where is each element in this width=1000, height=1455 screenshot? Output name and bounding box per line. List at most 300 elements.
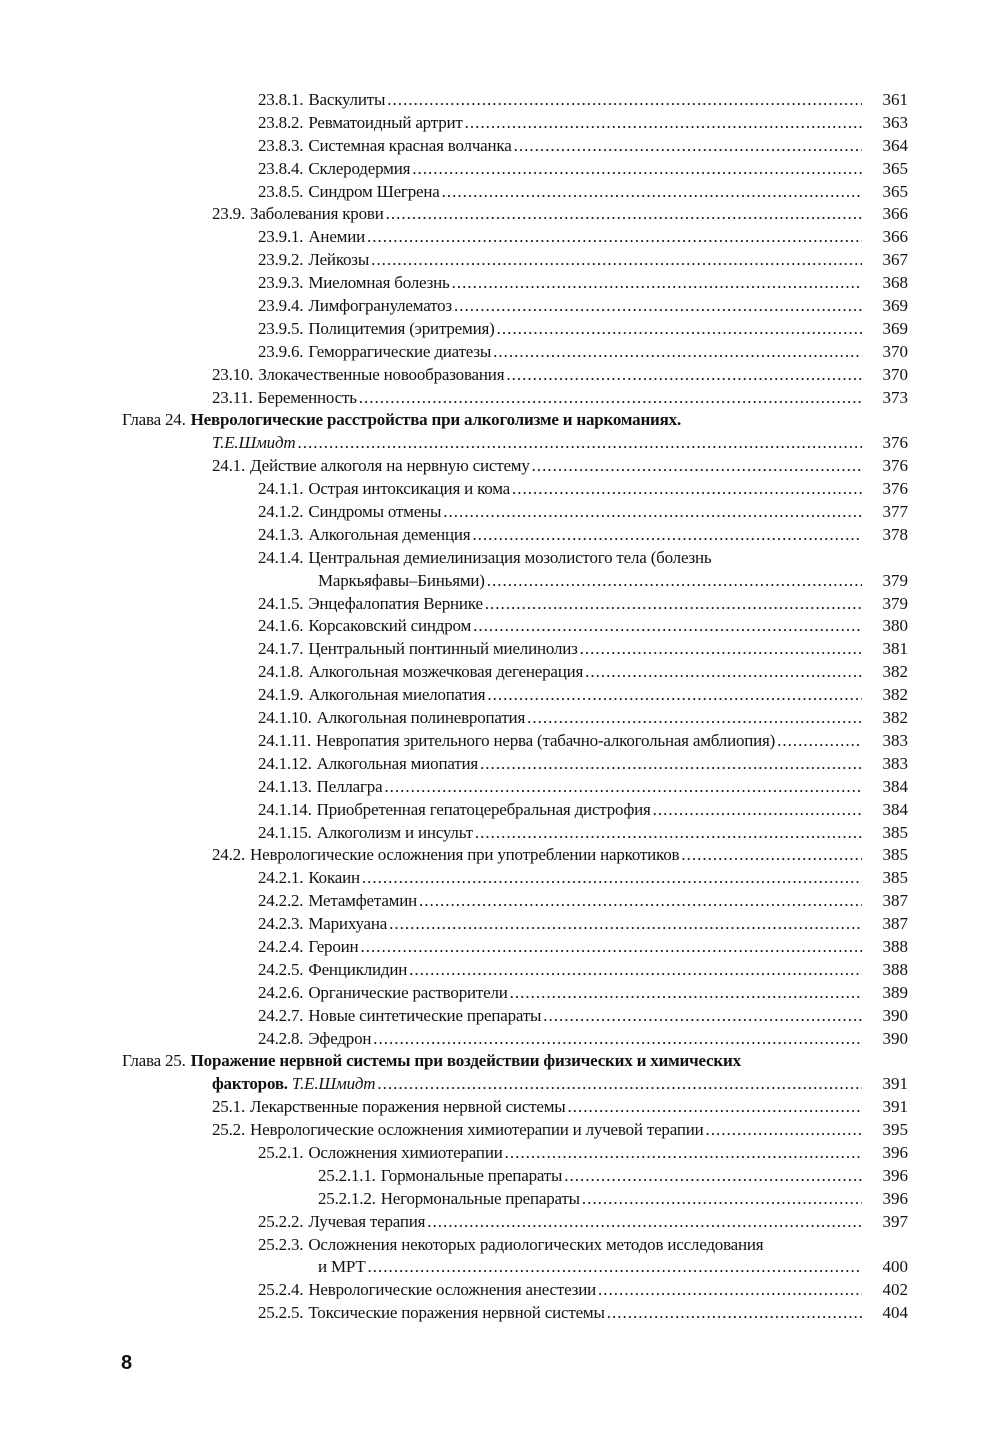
entry-text [212,387,357,410]
dot-leader [510,982,862,1005]
entry-title: Осложнения некоторых радиологических методов исследования [308,1234,764,1254]
entry-title: Осложнения химиотерапии [308,1142,503,1162]
entry-page: 383 [882,730,908,750]
toc-entry [122,982,908,1005]
dot-leader [360,936,862,959]
toc-entry [122,341,908,364]
dot-leader [465,112,862,135]
toc-entry [122,1211,908,1234]
dot-leader [585,661,862,684]
toc-entry [122,844,908,867]
toc-entry [122,1096,908,1119]
entry-page: 380 [882,616,908,636]
entry-page: 382 [882,685,908,705]
entry-text [212,203,384,226]
entry-text [258,1302,605,1325]
entry-number: 25.2.3. [258,1234,304,1254]
entry-number: 23.8.4. [258,158,304,178]
entry-number: 24.1.1. [258,479,304,499]
dot-leader [514,135,862,158]
entry-text [258,226,365,249]
entry-number: 25.1. [212,1097,246,1117]
entry-number: 24.2. [212,845,246,865]
entry-number: 25.2.2. [258,1211,304,1231]
dot-leader [409,959,862,982]
entry-text [258,982,508,1005]
dot-leader [497,318,862,341]
toc-entry [122,272,908,295]
entry-page: 383 [882,753,908,773]
toc-entry [122,409,908,432]
entry-title: Синдром Шегрена [308,181,440,201]
entry-title: и МРТ [318,1257,366,1277]
entry-page: 376 [882,433,908,453]
entry-text [258,295,452,318]
entry-number: 23.8.2. [258,112,304,132]
dot-leader [359,387,862,410]
entry-title: Лейкозы [308,250,370,270]
toc-entry [122,181,908,204]
entry-title: Васкулиты [308,90,386,109]
entry-number: 23.9.5. [258,318,304,338]
dot-leader [487,570,862,593]
entry-number: 25.2.4. [258,1280,304,1300]
toc-entry [122,501,908,524]
entry-number: 24.2.8. [258,1028,304,1048]
toc-entry [122,547,908,570]
entry-number: 25.2.5. [258,1303,304,1323]
entry-title: Заболевания крови [250,204,384,224]
entry-page: 370 [882,341,908,361]
entry-page: 361 [882,90,908,109]
entry-number: 23.8.1. [258,90,304,109]
entry-text [258,501,441,524]
entry-text [212,455,530,478]
entry-page: 390 [882,1028,908,1048]
entry-text [258,1028,371,1051]
entry-number: 24.1.8. [258,662,304,682]
entry-number: 23.9.1. [258,227,304,247]
entry-title: Негормональные препараты [380,1188,580,1208]
toc-entry [122,638,908,661]
entry-text [258,318,495,341]
toc-entry [122,524,908,547]
entry-page: 363 [882,112,908,132]
entry-page: 385 [882,845,908,865]
toc-entry [122,593,908,616]
entry-text [258,822,473,845]
dot-leader [389,913,862,936]
entry-number: 24.1.6. [258,616,304,636]
entry-number: 24.1.15. [258,822,312,842]
entry-title: Анемии [308,227,366,247]
entry-title: Геморрагические диатезы [308,341,492,361]
entry-title: Неврологические осложнения химиотерапии и лучевой терапии [250,1120,704,1140]
entry-text [258,776,382,799]
entry-text [258,753,478,776]
toc-entry [122,753,908,776]
entry-number: 23.8.5. [258,181,304,201]
toc-entry [122,822,908,845]
dot-leader [412,158,862,181]
entry-title: Системная красная волчанка [308,135,512,155]
dot-leader [532,455,862,478]
entry-page: 384 [882,799,908,819]
toc-entry [122,1188,908,1211]
entry-number: 23.9.2. [258,250,304,270]
dot-leader [373,1028,862,1051]
entry-text [258,959,407,982]
toc-entry [122,730,908,753]
entry-text [258,524,470,547]
dot-leader [454,295,862,318]
entry-page: 396 [882,1188,908,1208]
toc-entry [122,959,908,982]
entry-title: Склеродермия [308,158,411,178]
toc-entry [122,707,908,730]
toc-entry [122,158,908,181]
dot-leader [580,638,862,661]
entry-text [318,1165,562,1188]
dot-leader [512,478,862,501]
dot-leader [297,432,862,455]
entry-number: 24.2.5. [258,959,304,979]
entry-title: Энцефалопатия Вернике [308,593,483,613]
dot-leader [527,707,862,730]
entry-text [258,867,360,890]
entry-number: 24.1.5. [258,593,304,613]
entry-title: Токсические поражения нервной системы [308,1303,605,1323]
entry-text [212,364,504,387]
table-of-contents [122,89,908,1325]
dot-leader [442,181,862,204]
entry-text [212,432,295,455]
entry-text [258,341,491,364]
entry-page: 400 [882,1257,908,1277]
entry-text [258,158,410,181]
dot-leader [582,1188,862,1211]
dot-leader [485,593,862,616]
toc-entry [122,387,908,410]
dot-leader [706,1119,862,1142]
entry-page: 369 [882,318,908,338]
entry-number: 23.11. [212,387,253,407]
entry-page: 391 [882,1097,908,1117]
entry-page: 376 [882,479,908,499]
toc-entry [122,1005,908,1028]
entry-text [258,1279,596,1302]
entry-page: 384 [882,776,908,796]
entry-page: 396 [882,1142,908,1162]
entry-page: 387 [882,891,908,911]
entry-text [258,478,510,501]
entry-text [258,913,387,936]
entry-title: Алкогольная миелопатия [308,685,486,705]
entry-page: 370 [882,364,908,384]
entry-page: 395 [882,1120,908,1140]
entry-number: 24.1.12. [258,753,312,773]
toc-entry [122,89,908,112]
entry-number: 23.9.6. [258,341,304,361]
dot-leader [506,364,862,387]
entry-number: 23.10. [212,364,254,384]
entry-page: 402 [882,1280,908,1300]
entry-title: Пеллагра [316,776,383,796]
entry-text [258,615,471,638]
entry-text [258,272,450,295]
entry-page: 366 [882,204,908,224]
dot-leader [387,89,862,112]
entry-page: 382 [882,662,908,682]
dot-leader [472,524,862,547]
entry-number: 23.9. [212,204,246,224]
entry-text [122,1050,741,1073]
toc-entry [122,135,908,158]
entry-number: 24.1. [212,456,246,476]
entry-title: Эфедрон [308,1028,372,1048]
entry-title: Центральная демиелинизация мозолистого тела (болезнь [308,547,712,567]
toc-entry [122,1028,908,1051]
dot-leader [371,249,862,272]
entry-number: 25.2.1. [258,1142,304,1162]
entry-title: Действие алкоголя на нервную систему [250,456,530,476]
toc-entry [122,1234,908,1257]
toc-entry [122,226,908,249]
entry-text [318,570,485,593]
toc-entry [122,661,908,684]
entry-title: Алкогольная деменция [308,524,471,544]
toc-entry [122,913,908,936]
entry-page: 404 [882,1303,908,1323]
entry-page: 364 [882,135,908,155]
entry-page: 381 [882,639,908,659]
entry-title: Фенциклидин [308,959,408,979]
entry-text [258,547,711,570]
dot-leader [487,684,862,707]
toc-entry [122,799,908,822]
entry-page: 389 [882,982,908,1002]
entry-title: Алкогольная полиневропатия [316,708,526,728]
entry-title: Беременность [257,387,357,407]
entry-text [212,1119,704,1142]
dot-leader [475,822,862,845]
entry-number: 25.2.1.2. [318,1188,376,1208]
entry-title: Лимфогранулематоз [308,296,452,316]
entry-title: Поражение нервной системы при воздействии физических и химических [190,1051,741,1071]
entry-title: Ревматоидный артрит [308,112,463,132]
entry-number: 24.2.2. [258,891,304,911]
dot-leader [443,501,862,524]
entry-title: Героин [308,936,359,956]
entry-page: 368 [882,273,908,293]
dot-leader [368,1256,862,1279]
entry-author: Т.Е.Шмидт [291,1074,376,1094]
toc-entry [122,1119,908,1142]
toc-entry [122,478,908,501]
dot-leader [384,776,862,799]
dot-leader [427,1211,862,1234]
entry-title: Органические растворители [308,982,508,1002]
toc-entry [122,1050,908,1073]
entry-number: 24.1.14. [258,799,312,819]
entry-title: Алкоголизм и инсульт [316,822,473,842]
toc-entry [122,936,908,959]
entry-number: 24.2.3. [258,914,304,934]
toc-entry [122,684,908,707]
entry-number: 24.1.10. [258,708,312,728]
toc-entry [122,364,908,387]
entry-text [258,661,583,684]
dot-leader [419,890,862,913]
entry-title: Кокаин [308,868,360,888]
entry-author: Т.Е.Шмидт [212,433,296,453]
dot-leader [362,867,862,890]
dot-leader [452,272,862,295]
entry-page: 382 [882,708,908,728]
entry-text [258,684,485,707]
toc-entry [122,776,908,799]
entry-title: Корсаковский синдром [308,616,472,636]
entry-text [258,890,417,913]
toc-entry [122,203,908,226]
toc-entry [122,1142,908,1165]
entry-title: Метамфетамин [308,891,418,911]
toc-entry [122,432,908,455]
entry-number: 24.2.6. [258,982,304,1002]
entry-text [258,1211,425,1234]
entry-number: 24.1.11. [258,730,312,750]
entry-page: 391 [882,1074,908,1094]
entry-title: Невропатия зрительного нерва (табачно-алкогольная амблиопия) [316,730,776,750]
entry-page: 385 [882,822,908,842]
entry-text [258,89,385,112]
dot-leader [564,1165,862,1188]
entry-text [258,1234,763,1257]
dot-leader [607,1302,862,1325]
entry-page: 388 [882,959,908,979]
entry-title: Неврологические расстройства при алкоголизме и наркоманиях. [190,410,681,430]
toc-entry [122,295,908,318]
entry-number: 23.8.3. [258,135,304,155]
toc-entry [122,570,908,593]
entry-text [258,112,463,135]
toc-entry [122,1073,908,1096]
entry-title: Центральный понтинный миелинолиз [308,639,578,659]
toc-entry [122,318,908,341]
entry-number: 24.1.7. [258,639,304,659]
toc-entry [122,1302,908,1325]
dot-leader [377,1073,862,1096]
entry-page: 397 [882,1211,908,1231]
entry-page: 367 [882,250,908,270]
entry-text [318,1256,366,1279]
entry-text [258,799,651,822]
toc-entry [122,867,908,890]
entry-page: 396 [882,1165,908,1185]
toc-entry [122,1256,908,1279]
entry-title: факторов. [212,1074,288,1094]
entry-title: Неврологические осложнения анестезии [308,1280,596,1300]
entry-title: Лекарственные поражения нервной системы [250,1097,566,1117]
entry-text [258,135,512,158]
entry-title: Неврологические осложнения при употреблении наркотиков [250,845,680,865]
page-number: 8 [121,1352,133,1374]
entry-text [258,181,440,204]
entry-text [212,1073,375,1096]
entry-page: 373 [882,387,908,407]
entry-text [258,593,483,616]
entry-title: Лучевая терапия [308,1211,426,1231]
toc-entry [122,615,908,638]
entry-number: 24.2.7. [258,1005,304,1025]
entry-number: 24.1.2. [258,502,304,522]
dot-leader [367,226,862,249]
entry-page: 388 [882,936,908,956]
entry-title: Миеломная болезнь [308,273,450,293]
entry-number: 24.2.1. [258,868,304,888]
entry-number: 24.1.9. [258,685,304,705]
entry-text [258,249,369,272]
toc-entry [122,112,908,135]
entry-page: 390 [882,1005,908,1025]
entry-title: Приобретенная гепатоцеребральная дистрофия [316,799,651,819]
entry-number: 24.2.4. [258,936,304,956]
entry-number: 24.1.3. [258,524,304,544]
entry-number: 23.9.3. [258,273,304,293]
entry-page: 385 [882,868,908,888]
entry-text [212,1096,566,1119]
dot-leader [493,341,862,364]
entry-page: 379 [882,570,908,590]
entry-text [258,638,578,661]
dot-leader [505,1142,862,1165]
entry-title: Гормональные препараты [380,1165,563,1185]
entry-text [318,1188,580,1211]
entry-title: Синдромы отмены [308,502,442,522]
toc-entry [122,249,908,272]
entry-page: 365 [882,158,908,178]
entry-number: Глава 25. [122,1051,186,1071]
entry-number: 24.1.4. [258,547,304,567]
entry-page: 378 [882,524,908,544]
entry-page: 369 [882,296,908,316]
entry-text [258,707,525,730]
dot-leader [543,1005,862,1028]
entry-text [258,936,358,959]
toc-entry [122,455,908,478]
toc-entry [122,1165,908,1188]
dot-leader [568,1096,862,1119]
entry-page: 387 [882,914,908,934]
entry-page: 379 [882,593,908,613]
dot-leader [598,1279,862,1302]
dot-leader [473,615,862,638]
entry-text [258,730,775,753]
entry-title: Алкогольная мозжечковая дегенерация [308,662,584,682]
entry-page: 376 [882,456,908,476]
dot-leader [480,753,862,776]
entry-title: Марихуана [308,914,388,934]
entry-number: 24.1.13. [258,776,312,796]
entry-text [122,409,681,432]
entry-title: Полицитемия (эритремия) [308,318,495,338]
entry-text [258,1142,503,1165]
dot-leader [386,203,862,226]
entry-title: Новые синтетические препараты [308,1005,542,1025]
toc-entry [122,890,908,913]
entry-title: Маркьяфавы–Биньями) [318,570,485,590]
entry-page: 377 [882,502,908,522]
